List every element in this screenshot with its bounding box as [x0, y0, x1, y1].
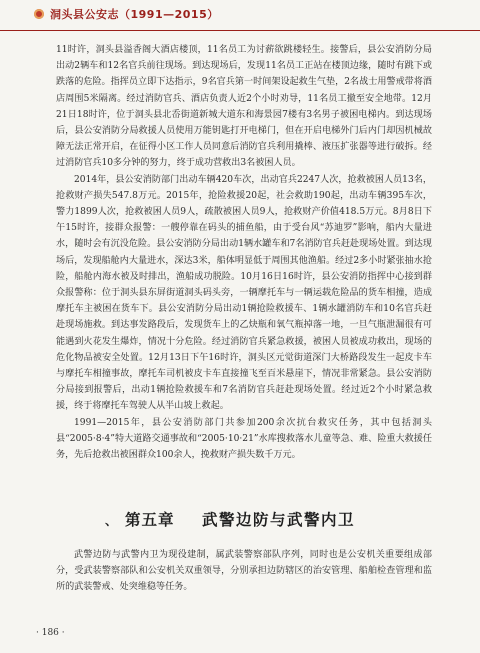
- paragraph-2: 2014年，县公安消防部门出动车辆420车次，出动官兵2247人次，抢救被困人员13名，抢救财产损失547.8万元。2015年，抢险救援20起，社会救助190起，出动车辆395车次，警力1899人次，抢救被困人员9人，疏散被困人员9人，抢救财产价值418.5万元。8月8日下午15时许，接群众报警：一艘停靠在码头的捕鱼船，由于受台风“苏迪罗”影响，船内大量进水，随时会有沉没危险。县公安消防分局出动1辆水罐车和7名消防官兵赶赴现场处置。到达现场后，发现船舱内大量进水，深达3米，船体明显低于周围其他渔船。经过2多小时紧张抽水抢险，船舱内海水被及时排出，渔船成功脱险。10月16日16时许，县公安消防指挥中心接到群众报警称：位于洞头县东屏街道洞头码头旁，一辆摩托车与一辆运载危险品的货车相撞，造成摩托车主被困在货车下。县公安消防分局出动1辆抢险救援车、1辆水罐消防车和10名官兵赶赴现场施救。到达事发路段后，发现货车上的乙炔瓶和氧气瓶掉落一地，一旦气瓶泄漏很有可能遇到火花发生爆炸，情况十分危险。经过消防官兵紧急救援，被困人员被成功救出，现场的危化物品被安全处置。12月13日下午16时许，洞头区元觉街道深门大桥路段发生一起皮卡车与摩托车相撞事故，摩托车司机被皮卡车直接撞飞至百米悬崖下，情况非常紧急。县公安消防分局接到报警后，出动1辆抢险救援车和7名消防官兵赶赴现场处置。经过近2个小时紧急救援，终于将摩托车驾驶人从半山坡上救起。: [56, 174, 432, 412]
- page-number: · 186 ·: [36, 628, 65, 638]
- chapter-heading: [0, 508, 480, 530]
- body-text: [56, 42, 432, 463]
- chapter-label: 第五章: [125, 510, 175, 529]
- paragraph-1: 11时许，洞头县溢香阁大酒店楼顶，11名员工为讨薪欲跳楼轻生。接警后，县公安消防分局出动2辆车和12名官兵前往现场。到达现场后，发现11名员工正站在楼顶边缘，随时有跳下或跌落的危险。指挥员立即下达指示，9名官兵第一时间架设起救生气垫，2名战士用警戒带将酒店周围5米隔离。经过消防官兵、酒店负责人近2个小时劝导，11名员工撤至安全地带。12月21日18时许，位于洞头县北岙街道新城大道东和海景园7楼有3名男子被困电梯内。到达现场后，县公安消防分局救援人员使用万能钥匙打开电梯门，但在开启电梯外门后内门却因机械故障无法正常开启，在征得小区工作人员同意后消防官兵利用撬棒、液压扩张器等进行破拆。经过消防官兵10多分钟的努力，终于成功营救出3名被困人员。: [56, 45, 432, 169]
- chapter-name: 武警边防与武警内卫: [201, 510, 355, 529]
- book-title: 洞头县公安志（1991—2015）: [50, 8, 219, 21]
- chapter-intro: [56, 547, 432, 596]
- intro-paragraph: 武警边防与武警内卫为现役建制，属武装警察部队序列，同时也是公安机关重要组成部分，受武装警察部队和公安机关双重领导，分别承担边防辖区的治安管理、船舶检查管理和监所的武装警戒、处突维稳等任务。: [56, 550, 432, 593]
- police-emblem-icon: [34, 9, 44, 19]
- page-header: [0, 0, 480, 31]
- paragraph-3: 1991—2015年，县公安消防部门共参加200余次抗台救灾任务，其中包括洞头县“2005·8·4”特大道路交通事故和“2005·10·21”水库搜救落水儿童等急、难、险重大救援任务，先后抢救出被困群众100余人，挽救财产损失数千万元。: [56, 417, 432, 461]
- chapter-dot: 、: [105, 514, 118, 528]
